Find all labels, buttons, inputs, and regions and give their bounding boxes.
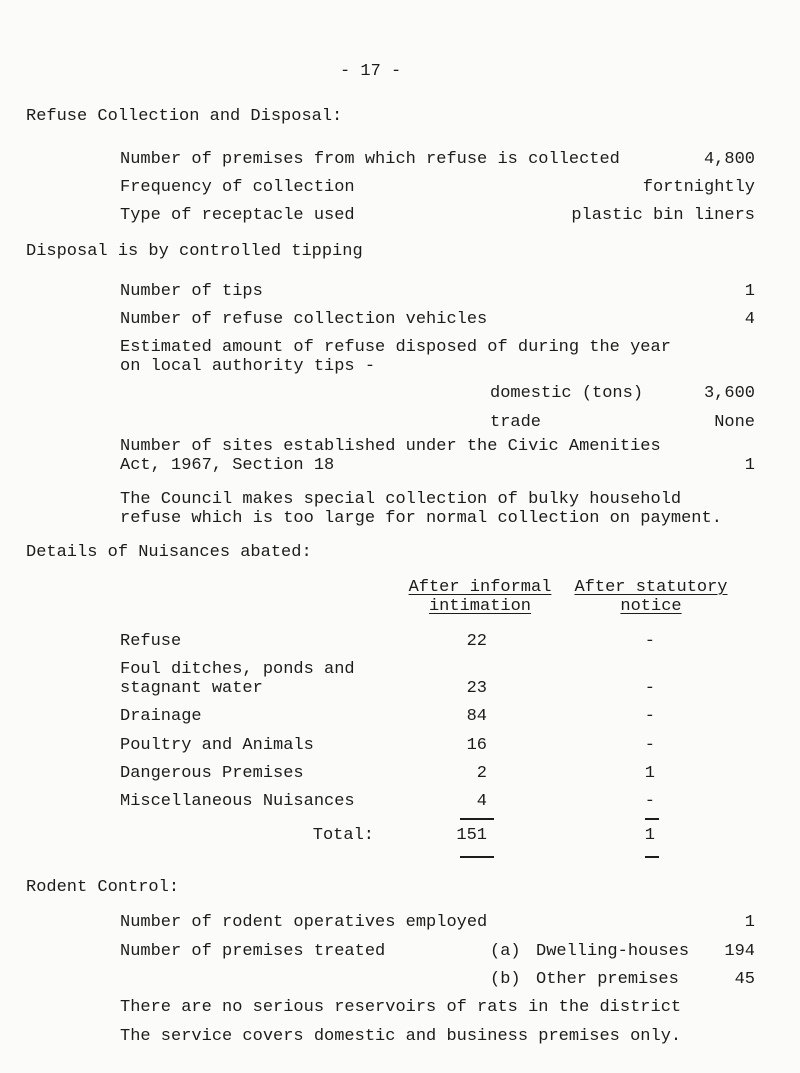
estimated-line1: Estimated amount of refuse disposed of during the year: [120, 338, 671, 357]
bulky-line2: refuse which is too large for normal collection on payment.: [120, 509, 722, 528]
tips-label: Number of tips: [120, 282, 263, 301]
col-informal-line1: After informal: [408, 578, 552, 597]
col-statutory-line2: notice: [620, 597, 682, 616]
civic-line1: Number of sites established under the Civic Amenities: [120, 437, 661, 456]
rodent-heading: Rodent Control:: [26, 878, 180, 897]
row-label: Refuse: [120, 632, 182, 651]
trade-value: None: [714, 413, 755, 432]
total-informal: 151: [456, 826, 487, 845]
row-informal: 16: [466, 736, 487, 755]
other-value: 45: [734, 970, 755, 989]
bulky-line1: The Council makes special collection of bulky household: [120, 490, 682, 509]
receptacle-label: Type of receptacle used: [120, 206, 355, 225]
dwelling-marker: (a): [490, 942, 521, 961]
vehicles-value: 4: [744, 310, 755, 329]
frequency-value: fortnightly: [642, 178, 755, 197]
reservoirs-line: There are no serious reservoirs of rats in the district: [120, 998, 682, 1017]
refuse-heading: Refuse Collection and Disposal:: [26, 107, 343, 126]
vehicles-label: Number of refuse collection vehicles: [120, 310, 488, 329]
domestic-value: 3,600: [703, 384, 755, 403]
operatives-label: Number of rodent operatives employed: [120, 913, 488, 932]
row-label: Drainage: [120, 707, 202, 726]
row-label-cont: stagnant water: [120, 679, 263, 698]
row-informal: 2: [476, 764, 487, 783]
row-informal: 22: [466, 632, 487, 651]
total-rule-informal-bottom: [460, 856, 494, 858]
row-statutory: 1: [644, 764, 655, 783]
row-statutory: -: [644, 707, 655, 726]
premises-label: Number of premises from which refuse is collected: [120, 150, 620, 169]
disposal-line: Disposal is by controlled tipping: [26, 242, 363, 261]
estimated-line2: on local authority tips -: [120, 357, 376, 376]
row-statutory: -: [644, 679, 655, 698]
other-label: Other premises: [536, 970, 679, 989]
civic-value: 1: [744, 456, 755, 475]
row-informal: 84: [466, 707, 487, 726]
col-informal-line2: intimation: [428, 597, 532, 616]
trade-label: trade: [490, 413, 542, 432]
page-number: - 17 -: [340, 62, 402, 81]
civic-line2: Act, 1967, Section 18: [120, 456, 335, 475]
tips-value: 1: [744, 282, 755, 301]
row-informal: 4: [476, 792, 487, 811]
frequency-label: Frequency of collection: [120, 178, 355, 197]
premises-value: 4,800: [703, 150, 755, 169]
total-statutory: 1: [644, 826, 655, 845]
row-statutory: -: [644, 736, 655, 755]
total-label: Total:: [312, 826, 374, 845]
dwelling-value: 194: [724, 942, 755, 961]
row-label: Dangerous Premises: [120, 764, 304, 783]
total-rule-informal-top: [460, 818, 494, 820]
domestic-label: domestic (tons): [490, 384, 644, 403]
receptacle-value: plastic bin liners: [571, 206, 755, 225]
row-informal: 23: [466, 679, 487, 698]
row-label: Poultry and Animals: [120, 736, 314, 755]
dwelling-label: Dwelling-houses: [536, 942, 690, 961]
total-rule-statutory-top: [645, 818, 659, 820]
col-statutory-line1: After statutory: [574, 578, 728, 597]
service-line: The service covers domestic and business premises only.: [120, 1027, 682, 1046]
row-statutory: -: [644, 792, 655, 811]
other-marker: (b): [490, 970, 521, 989]
operatives-value: 1: [744, 913, 755, 932]
total-rule-statutory-bottom: [645, 856, 659, 858]
row-statutory: -: [644, 632, 655, 651]
rodent-premises-label: Number of premises treated: [120, 942, 386, 961]
row-label: Miscellaneous Nuisances: [120, 792, 355, 811]
nuisances-heading: Details of Nuisances abated:: [26, 543, 312, 562]
row-label: Foul ditches, ponds and: [120, 660, 355, 679]
